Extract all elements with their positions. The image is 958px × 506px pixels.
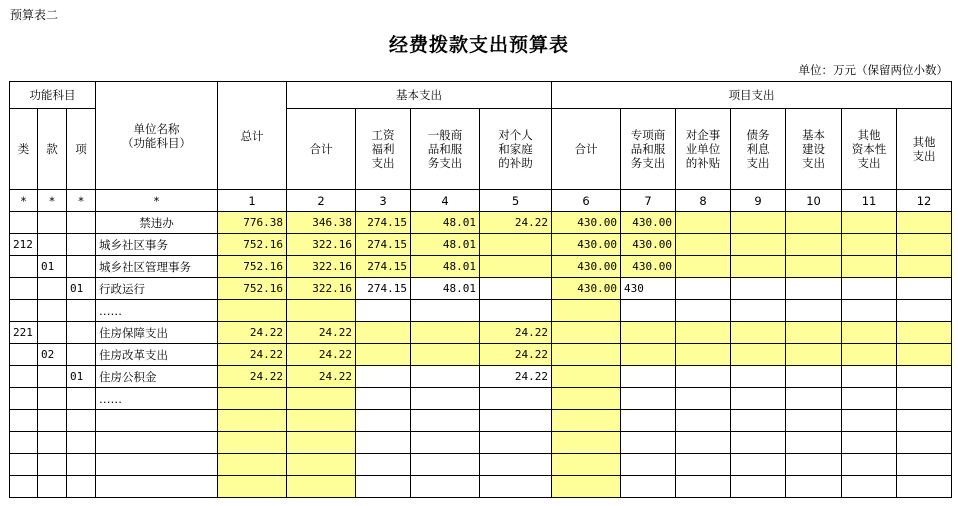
debt-interest-cell	[731, 278, 786, 300]
general-goods-cell: 48.01	[411, 278, 480, 300]
personal-subsidy-cell	[480, 388, 552, 410]
personal-subsidy-cell	[480, 432, 552, 454]
kuan-cell: 01	[38, 256, 67, 278]
personal-subsidy-cell	[480, 278, 552, 300]
xiang-cell: 01	[67, 278, 96, 300]
enterprise-subsidy-header: 对企事 业单位 的补贴	[676, 109, 731, 190]
construction-cell	[786, 278, 842, 300]
lei-cell	[10, 300, 38, 322]
total-cell: 24.22	[218, 344, 287, 366]
personal-subsidy-cell	[480, 476, 552, 498]
unit-name-cell	[96, 432, 218, 454]
general-goods-cell	[411, 388, 480, 410]
construction-cell	[786, 366, 842, 388]
other-capital-cell	[842, 278, 897, 300]
basic-sum-cell: 346.38	[287, 212, 356, 234]
index-cell: 6	[552, 190, 621, 212]
other-capital-cell	[842, 212, 897, 234]
unit-note: 单位：万元（保留两位小数）	[798, 63, 948, 77]
xiang-cell	[67, 388, 96, 410]
kuan-cell	[38, 388, 67, 410]
index-cell: *	[96, 190, 218, 212]
index-cell: 8	[676, 190, 731, 212]
lei-cell: 221	[10, 322, 38, 344]
func-subject-header: 功能科目	[10, 82, 96, 109]
project-sum-cell	[552, 410, 621, 432]
enterprise-subsidy-cell	[676, 410, 731, 432]
other-capital-cell	[842, 366, 897, 388]
index-cell: *	[67, 190, 96, 212]
basic-sum-cell	[287, 454, 356, 476]
enterprise-subsidy-cell	[676, 454, 731, 476]
salary-cell	[356, 344, 411, 366]
table-row	[10, 388, 952, 410]
basic-sum-cell	[287, 432, 356, 454]
salary-cell	[356, 322, 411, 344]
lei-cell	[10, 476, 38, 498]
personal-subsidy-cell	[480, 410, 552, 432]
salary-cell	[356, 432, 411, 454]
kuan-cell	[38, 410, 67, 432]
unit-name-cell: 住房公积金	[96, 366, 218, 388]
basic-sum-cell	[287, 300, 356, 322]
lei-cell	[10, 278, 38, 300]
debt-interest-cell	[731, 476, 786, 498]
index-cell: 1	[218, 190, 287, 212]
basic-sum-cell	[287, 388, 356, 410]
special-goods-header: 专项商 品和服 务支出	[621, 109, 676, 190]
lei-cell	[10, 410, 38, 432]
index-cell: 5	[480, 190, 552, 212]
project-sum-cell	[552, 322, 621, 344]
project-sum-cell: 430.00	[552, 234, 621, 256]
general-goods-cell	[411, 454, 480, 476]
debt-interest-cell	[731, 322, 786, 344]
table-row	[10, 366, 952, 388]
xiang-cell: 01	[67, 366, 96, 388]
enterprise-subsidy-cell	[676, 322, 731, 344]
construction-cell	[786, 344, 842, 366]
lei-cell	[10, 212, 38, 234]
debt-interest-cell	[731, 234, 786, 256]
xiang-cell	[67, 344, 96, 366]
basic-sum-cell: 322.16	[287, 278, 356, 300]
xiang-cell	[67, 432, 96, 454]
lei-cell	[10, 432, 38, 454]
kuan-cell	[38, 234, 67, 256]
lei-cell	[10, 454, 38, 476]
unit-name-cell: 城乡社区管理事务	[96, 256, 218, 278]
construction-cell	[786, 476, 842, 498]
enterprise-subsidy-cell	[676, 300, 731, 322]
index-cell: 2	[287, 190, 356, 212]
index-row	[10, 190, 952, 212]
general-goods-cell: 48.01	[411, 212, 480, 234]
lei-cell	[10, 366, 38, 388]
project-sum-cell	[552, 476, 621, 498]
construction-cell	[786, 300, 842, 322]
personal-subsidy-cell: 24.22	[480, 212, 552, 234]
special-goods-cell	[621, 300, 676, 322]
xiang-cell	[67, 256, 96, 278]
general-goods-cell	[411, 322, 480, 344]
other-expense-cell	[897, 476, 952, 498]
unit-name-cell: 行政运行	[96, 278, 218, 300]
basic-sum-cell: 24.22	[287, 366, 356, 388]
construction-cell	[786, 256, 842, 278]
total-header: 总计	[218, 82, 287, 190]
other-capital-cell	[842, 388, 897, 410]
salary-cell	[356, 410, 411, 432]
xiang-cell	[67, 410, 96, 432]
table-row	[10, 256, 952, 278]
personal-subsidy-cell	[480, 256, 552, 278]
general-goods-cell	[411, 300, 480, 322]
personal-subsidy-cell	[480, 300, 552, 322]
other-expense-cell	[897, 410, 952, 432]
basic-sum-cell	[287, 410, 356, 432]
construction-header: 基本 建设 支出	[786, 109, 842, 190]
kuan-cell	[38, 432, 67, 454]
debt-interest-cell	[731, 432, 786, 454]
other-capital-cell	[842, 476, 897, 498]
table-row	[10, 476, 952, 498]
general-goods-cell: 48.01	[411, 234, 480, 256]
xiang-header: 项	[67, 109, 96, 190]
page-title: 经费拨款支出预算表	[388, 34, 569, 56]
unit-name-cell: ……	[96, 300, 218, 322]
xiang-cell	[67, 212, 96, 234]
debt-interest-cell	[731, 212, 786, 234]
other-capital-cell	[842, 322, 897, 344]
other-expense-cell	[897, 256, 952, 278]
enterprise-subsidy-cell	[676, 212, 731, 234]
enterprise-subsidy-cell	[676, 432, 731, 454]
kuan-cell	[38, 278, 67, 300]
lei-header: 类	[10, 109, 38, 190]
special-goods-cell: 430	[621, 278, 676, 300]
other-expense-cell	[897, 278, 952, 300]
unit-name-cell: 住房保障支出	[96, 322, 218, 344]
special-goods-cell	[621, 366, 676, 388]
table-row	[10, 410, 952, 432]
basic-sum-cell	[287, 476, 356, 498]
total-cell	[218, 300, 287, 322]
index-cell: 4	[411, 190, 480, 212]
total-cell: 24.22	[218, 322, 287, 344]
personal-subsidy-cell	[480, 234, 552, 256]
project-sum-cell: 430.00	[552, 212, 621, 234]
general-goods-header: 一般商 品和服 务支出	[411, 109, 480, 190]
index-cell: 7	[621, 190, 676, 212]
basic-sum-cell: 24.22	[287, 344, 356, 366]
other-expense-cell	[897, 300, 952, 322]
debt-interest-cell	[731, 344, 786, 366]
other-expense-cell	[897, 212, 952, 234]
special-goods-cell	[621, 388, 676, 410]
unit-name-cell: 住房改革支出	[96, 344, 218, 366]
construction-cell	[786, 410, 842, 432]
table-row	[10, 212, 952, 234]
special-goods-cell: 430.00	[621, 256, 676, 278]
table-row	[10, 322, 952, 344]
table-row	[10, 234, 952, 256]
project-sum-cell	[552, 388, 621, 410]
other-capital-cell	[842, 344, 897, 366]
table-number-label: 预算表二	[10, 8, 59, 22]
xiang-cell	[67, 454, 96, 476]
other-capital-cell	[842, 256, 897, 278]
total-cell	[218, 454, 287, 476]
special-goods-cell	[621, 454, 676, 476]
index-cell: 11	[842, 190, 897, 212]
other-expense-cell	[897, 234, 952, 256]
general-goods-cell	[411, 410, 480, 432]
debt-interest-cell	[731, 256, 786, 278]
basic-sum-cell: 24.22	[287, 322, 356, 344]
index-cell: 12	[897, 190, 952, 212]
unit-name-cell	[96, 410, 218, 432]
project-sum-cell: 430.00	[552, 256, 621, 278]
construction-cell	[786, 388, 842, 410]
project-sum-cell: 430.00	[552, 278, 621, 300]
special-goods-cell: 430.00	[621, 212, 676, 234]
budget-table	[9, 81, 952, 498]
special-goods-cell: 430.00	[621, 234, 676, 256]
basic-sum-cell: 322.16	[287, 256, 356, 278]
project-sum-cell	[552, 432, 621, 454]
enterprise-subsidy-cell	[676, 234, 731, 256]
project-sum-cell	[552, 454, 621, 476]
kuan-cell	[38, 300, 67, 322]
kuan-cell	[38, 366, 67, 388]
table-row	[10, 432, 952, 454]
other-expense-cell	[897, 322, 952, 344]
enterprise-subsidy-cell	[676, 278, 731, 300]
total-cell	[218, 432, 287, 454]
other-capital-cell	[842, 300, 897, 322]
kuan-header: 款	[38, 109, 67, 190]
special-goods-cell	[621, 410, 676, 432]
index-cell: *	[10, 190, 38, 212]
salary-header: 工资 福利 支出	[356, 109, 411, 190]
construction-cell	[786, 432, 842, 454]
unit-name-cell	[96, 476, 218, 498]
other-capital-header: 其他 资本性 支出	[842, 109, 897, 190]
general-goods-cell	[411, 366, 480, 388]
xiang-cell	[67, 476, 96, 498]
project-sum-header: 合计	[552, 109, 621, 190]
other-expense-header: 其他 支出	[897, 109, 952, 190]
basic-sum-header: 合计	[287, 109, 356, 190]
salary-cell: 274.15	[356, 256, 411, 278]
general-goods-cell	[411, 432, 480, 454]
personal-subsidy-cell: 24.22	[480, 366, 552, 388]
total-cell	[218, 410, 287, 432]
total-cell: 776.38	[218, 212, 287, 234]
total-cell: 752.16	[218, 234, 287, 256]
unit-name-cell: 城乡社区事务	[96, 234, 218, 256]
other-capital-cell	[842, 454, 897, 476]
basic-expense-header: 基本支出	[287, 82, 552, 109]
enterprise-subsidy-cell	[676, 388, 731, 410]
special-goods-cell	[621, 476, 676, 498]
personal-subsidy-header: 对个人 和家庭 的补助	[480, 109, 552, 190]
general-goods-cell: 48.01	[411, 256, 480, 278]
unit-name-header: 单位名称 （功能科目）	[96, 82, 218, 190]
personal-subsidy-cell: 24.22	[480, 322, 552, 344]
debt-interest-cell	[731, 366, 786, 388]
lei-cell: 212	[10, 234, 38, 256]
special-goods-cell	[621, 322, 676, 344]
xiang-cell	[67, 234, 96, 256]
project-expense-header: 项目支出	[552, 82, 952, 109]
enterprise-subsidy-cell	[676, 476, 731, 498]
construction-cell	[786, 322, 842, 344]
basic-sum-cell: 322.16	[287, 234, 356, 256]
special-goods-cell	[621, 344, 676, 366]
salary-cell: 274.15	[356, 212, 411, 234]
lei-cell	[10, 256, 38, 278]
project-sum-cell	[552, 300, 621, 322]
total-cell: 752.16	[218, 278, 287, 300]
salary-cell	[356, 388, 411, 410]
table-row	[10, 278, 952, 300]
other-expense-cell	[897, 388, 952, 410]
index-cell: *	[38, 190, 67, 212]
construction-cell	[786, 454, 842, 476]
enterprise-subsidy-cell	[676, 256, 731, 278]
salary-cell	[356, 366, 411, 388]
xiang-cell	[67, 322, 96, 344]
personal-subsidy-cell	[480, 454, 552, 476]
project-sum-cell	[552, 344, 621, 366]
debt-interest-cell	[731, 388, 786, 410]
index-cell: 3	[356, 190, 411, 212]
salary-cell: 274.15	[356, 278, 411, 300]
other-capital-cell	[842, 410, 897, 432]
unit-name-cell: 禁违办	[96, 212, 218, 234]
index-cell: 9	[731, 190, 786, 212]
salary-cell	[356, 300, 411, 322]
construction-cell	[786, 234, 842, 256]
salary-cell: 274.15	[356, 234, 411, 256]
kuan-cell	[38, 454, 67, 476]
kuan-cell	[38, 476, 67, 498]
debt-interest-cell	[731, 454, 786, 476]
other-expense-cell	[897, 366, 952, 388]
other-expense-cell	[897, 344, 952, 366]
enterprise-subsidy-cell	[676, 366, 731, 388]
lei-cell	[10, 388, 38, 410]
kuan-cell	[38, 212, 67, 234]
total-cell: 752.16	[218, 256, 287, 278]
debt-interest-cell	[731, 300, 786, 322]
kuan-cell: 02	[38, 344, 67, 366]
other-expense-cell	[897, 432, 952, 454]
general-goods-cell	[411, 476, 480, 498]
total-cell	[218, 476, 287, 498]
enterprise-subsidy-cell	[676, 344, 731, 366]
other-expense-cell	[897, 454, 952, 476]
xiang-cell	[67, 300, 96, 322]
special-goods-cell	[621, 432, 676, 454]
debt-interest-cell	[731, 410, 786, 432]
total-cell: 24.22	[218, 366, 287, 388]
salary-cell	[356, 476, 411, 498]
index-cell: 10	[786, 190, 842, 212]
salary-cell	[356, 454, 411, 476]
other-capital-cell	[842, 234, 897, 256]
unit-name-cell: ……	[96, 388, 218, 410]
table-row	[10, 300, 952, 322]
general-goods-cell	[411, 344, 480, 366]
other-capital-cell	[842, 432, 897, 454]
total-cell	[218, 388, 287, 410]
project-sum-cell	[552, 366, 621, 388]
lei-cell	[10, 344, 38, 366]
debt-interest-header: 债务 利息 支出	[731, 109, 786, 190]
table-row	[10, 344, 952, 366]
personal-subsidy-cell: 24.22	[480, 344, 552, 366]
kuan-cell	[38, 322, 67, 344]
table-row	[10, 454, 952, 476]
construction-cell	[786, 212, 842, 234]
unit-name-cell	[96, 454, 218, 476]
